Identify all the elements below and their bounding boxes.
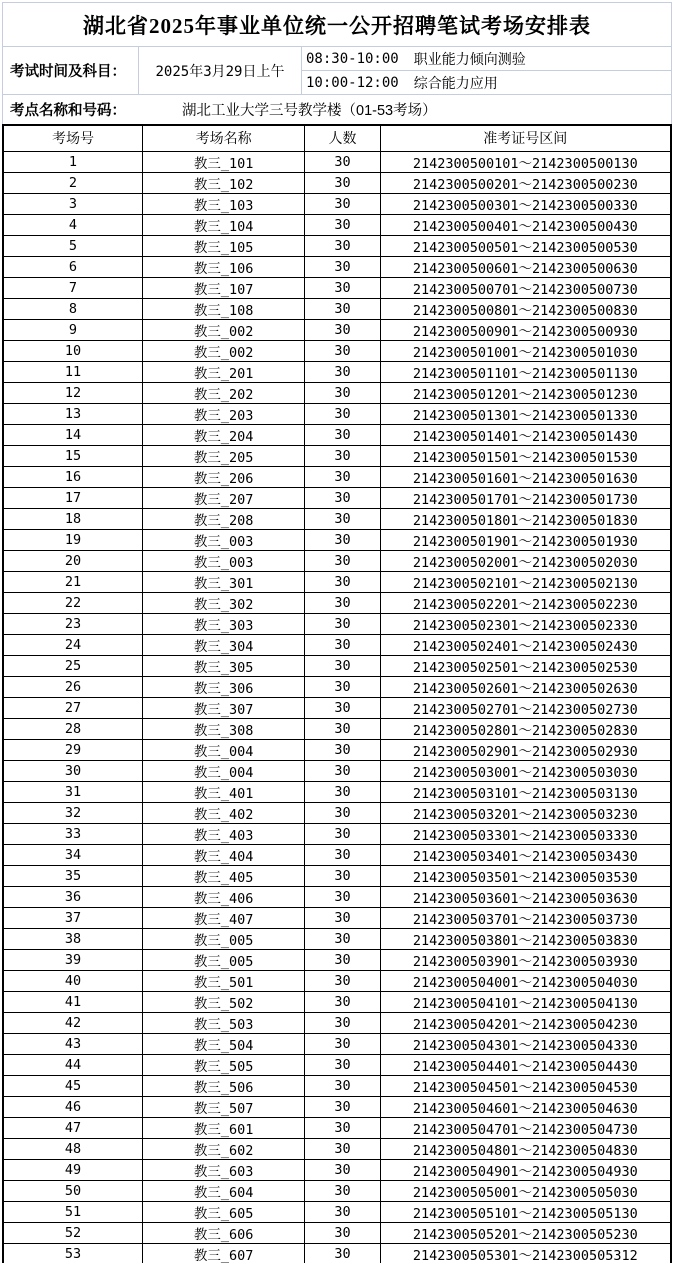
cell-headcount: 30 [305, 634, 380, 655]
table-row [3, 991, 671, 1012]
cell-ticket-range: 2142300502201～2142300502230 [380, 592, 671, 613]
table-row [3, 403, 671, 424]
session-list [302, 47, 671, 94]
table-row [3, 1117, 671, 1138]
cell-room-number: 39 [3, 949, 142, 970]
cell-room-number: 4 [3, 214, 142, 235]
cell-room-name: 教三_501 [142, 970, 304, 991]
cell-room-name: 教三_005 [142, 928, 304, 949]
table-row [3, 802, 671, 823]
session-1-subject: 职业能力倾向测验 [413, 51, 526, 68]
cell-ticket-range: 2142300503401～2142300503430 [380, 844, 671, 865]
cell-ticket-range: 2142300504601～2142300504630 [380, 1096, 671, 1117]
table-row [3, 361, 671, 382]
cell-room-number: 10 [3, 340, 142, 361]
cell-headcount: 30 [305, 424, 380, 445]
cell-headcount: 30 [305, 1012, 380, 1033]
cell-room-number: 47 [3, 1117, 142, 1138]
cell-ticket-range: 2142300501201～2142300501230 [380, 382, 671, 403]
cell-room-name: 教三_407 [142, 907, 304, 928]
cell-room-name: 教三_302 [142, 592, 304, 613]
cell-room-number: 7 [3, 277, 142, 298]
table-row [3, 1054, 671, 1075]
cell-room-name: 教三_604 [142, 1180, 304, 1201]
cell-headcount: 30 [305, 214, 380, 235]
cell-ticket-range: 2142300501501～2142300501530 [380, 445, 671, 466]
cell-ticket-range: 2142300504301～2142300504330 [380, 1033, 671, 1054]
cell-ticket-range: 2142300503201～2142300503230 [380, 802, 671, 823]
table-row [3, 634, 671, 655]
cell-headcount: 30 [305, 1222, 380, 1243]
cell-room-name: 教三_105 [142, 235, 304, 256]
table-row [3, 529, 671, 550]
table-row [3, 928, 671, 949]
cell-room-name: 教三_108 [142, 298, 304, 319]
table-row [3, 424, 671, 445]
cell-room-number: 53 [3, 1243, 142, 1263]
table-row [3, 445, 671, 466]
table-row [3, 907, 671, 928]
cell-headcount: 30 [305, 1054, 380, 1075]
table-row [3, 1180, 671, 1201]
cell-ticket-range: 2142300504701～2142300504730 [380, 1117, 671, 1138]
cell-room-number: 32 [3, 802, 142, 823]
cell-headcount: 30 [305, 991, 380, 1012]
col-header-ticket-range: 准考证号区间 [380, 125, 671, 151]
cell-ticket-range: 2142300504901～2142300504930 [380, 1159, 671, 1180]
cell-room-number: 48 [3, 1138, 142, 1159]
cell-room-number: 50 [3, 1180, 142, 1201]
cell-ticket-range: 2142300500901～2142300500930 [380, 319, 671, 340]
cell-room-name: 教三_002 [142, 340, 304, 361]
cell-headcount: 30 [305, 1075, 380, 1096]
cell-ticket-range: 2142300503101～2142300503130 [380, 781, 671, 802]
cell-room-number: 14 [3, 424, 142, 445]
cell-room-name: 教三_203 [142, 403, 304, 424]
cell-room-name: 教三_506 [142, 1075, 304, 1096]
cell-ticket-range: 2142300502901～2142300502930 [380, 739, 671, 760]
cell-room-number: 3 [3, 193, 142, 214]
cell-room-name: 教三_605 [142, 1201, 304, 1222]
table-row [3, 886, 671, 907]
table-row [3, 1096, 671, 1117]
table-row [3, 340, 671, 361]
table-row [3, 508, 671, 529]
table-row [3, 718, 671, 739]
info-section [2, 2, 672, 124]
table-row [3, 382, 671, 403]
table-row [3, 214, 671, 235]
cell-ticket-range: 2142300502101～2142300502130 [380, 571, 671, 592]
cell-headcount: 30 [305, 1033, 380, 1054]
table-row [3, 1075, 671, 1096]
venue-row [3, 95, 671, 124]
cell-room-name: 教三_307 [142, 697, 304, 718]
cell-headcount: 30 [305, 403, 380, 424]
cell-headcount: 30 [305, 277, 380, 298]
cell-ticket-range: 2142300501901～2142300501930 [380, 529, 671, 550]
cell-room-number: 51 [3, 1201, 142, 1222]
cell-room-number: 22 [3, 592, 142, 613]
table-row [3, 256, 671, 277]
cell-ticket-range: 2142300500201～2142300500230 [380, 172, 671, 193]
session-2-time: 10:00-12:00 [306, 74, 399, 91]
cell-room-name: 教三_206 [142, 466, 304, 487]
cell-headcount: 30 [305, 655, 380, 676]
table-header [3, 125, 671, 151]
table-row [3, 1138, 671, 1159]
table-row [3, 781, 671, 802]
cell-ticket-range: 2142300503901～2142300503930 [380, 949, 671, 970]
table-row [3, 151, 671, 172]
cell-room-name: 教三_504 [142, 1033, 304, 1054]
cell-ticket-range: 2142300505201～2142300505230 [380, 1222, 671, 1243]
cell-room-name: 教三_401 [142, 781, 304, 802]
cell-room-number: 35 [3, 865, 142, 886]
cell-room-number: 40 [3, 970, 142, 991]
venue-value: 湖北工业大学三号教学楼（01-53考场） [182, 103, 437, 119]
table-row [3, 487, 671, 508]
cell-room-name: 教三_607 [142, 1243, 304, 1263]
cell-ticket-range: 2142300503801～2142300503830 [380, 928, 671, 949]
venue-label: 考点名称和号码： [10, 103, 126, 119]
cell-headcount: 30 [305, 802, 380, 823]
cell-room-name: 教三_601 [142, 1117, 304, 1138]
cell-ticket-range: 2142300505101～2142300505130 [380, 1201, 671, 1222]
cell-room-number: 28 [3, 718, 142, 739]
cell-room-number: 6 [3, 256, 142, 277]
table-row [3, 970, 671, 991]
cell-room-name: 教三_405 [142, 865, 304, 886]
cell-headcount: 30 [305, 445, 380, 466]
cell-headcount: 30 [305, 1096, 380, 1117]
cell-room-number: 27 [3, 697, 142, 718]
table-row [3, 571, 671, 592]
cell-ticket-range: 2142300500601～2142300500630 [380, 256, 671, 277]
table-row [3, 676, 671, 697]
cell-ticket-range: 2142300500101～2142300500130 [380, 151, 671, 172]
cell-room-name: 教三_003 [142, 529, 304, 550]
cell-room-number: 19 [3, 529, 142, 550]
exam-rooms-table [2, 124, 672, 1263]
cell-ticket-range: 2142300504201～2142300504230 [380, 1012, 671, 1033]
cell-room-number: 18 [3, 508, 142, 529]
cell-room-number: 23 [3, 613, 142, 634]
table-row [3, 550, 671, 571]
cell-room-name: 教三_004 [142, 760, 304, 781]
cell-room-number: 34 [3, 844, 142, 865]
cell-headcount: 30 [305, 760, 380, 781]
cell-room-number: 41 [3, 991, 142, 1012]
cell-room-name: 教三_204 [142, 424, 304, 445]
cell-room-number: 45 [3, 1075, 142, 1096]
cell-room-name: 教三_502 [142, 991, 304, 1012]
cell-room-number: 5 [3, 235, 142, 256]
table-row [3, 949, 671, 970]
cell-room-number: 46 [3, 1096, 142, 1117]
table-row [3, 592, 671, 613]
cell-room-number: 8 [3, 298, 142, 319]
cell-room-number: 20 [3, 550, 142, 571]
session-2 [302, 70, 671, 94]
session-1 [302, 47, 671, 70]
cell-headcount: 30 [305, 550, 380, 571]
table-body [3, 151, 671, 1263]
cell-headcount: 30 [305, 571, 380, 592]
cell-headcount: 30 [305, 466, 380, 487]
exam-date: 2025年3月29日上午 [139, 47, 302, 94]
cell-ticket-range: 2142300500301～2142300500330 [380, 193, 671, 214]
cell-headcount: 30 [305, 928, 380, 949]
cell-headcount: 30 [305, 1243, 380, 1263]
cell-headcount: 30 [305, 592, 380, 613]
cell-headcount: 30 [305, 256, 380, 277]
cell-room-number: 15 [3, 445, 142, 466]
cell-ticket-range: 2142300500401～2142300500430 [380, 214, 671, 235]
cell-ticket-range: 2142300500801～2142300500830 [380, 298, 671, 319]
cell-headcount: 30 [305, 508, 380, 529]
col-header-room-name: 考场名称 [142, 125, 304, 151]
cell-room-name: 教三_104 [142, 214, 304, 235]
cell-room-name: 教三_303 [142, 613, 304, 634]
table-row [3, 466, 671, 487]
cell-ticket-range: 2142300501801～2142300501830 [380, 508, 671, 529]
cell-headcount: 30 [305, 151, 380, 172]
cell-ticket-range: 2142300501701～2142300501730 [380, 487, 671, 508]
cell-headcount: 30 [305, 361, 380, 382]
cell-room-name: 教三_005 [142, 949, 304, 970]
cell-ticket-range: 2142300503501～2142300503530 [380, 865, 671, 886]
cell-room-number: 2 [3, 172, 142, 193]
cell-room-name: 教三_308 [142, 718, 304, 739]
cell-room-name: 教三_305 [142, 655, 304, 676]
cell-room-number: 1 [3, 151, 142, 172]
cell-room-number: 49 [3, 1159, 142, 1180]
cell-room-number: 38 [3, 928, 142, 949]
cell-headcount: 30 [305, 1201, 380, 1222]
table-row [3, 235, 671, 256]
cell-headcount: 30 [305, 319, 380, 340]
cell-room-number: 31 [3, 781, 142, 802]
table-row [3, 865, 671, 886]
cell-headcount: 30 [305, 529, 380, 550]
cell-room-name: 教三_503 [142, 1012, 304, 1033]
cell-headcount: 30 [305, 1138, 380, 1159]
table-row [3, 193, 671, 214]
table-row [3, 739, 671, 760]
cell-ticket-range: 2142300503001～2142300503030 [380, 760, 671, 781]
cell-ticket-range: 2142300504501～2142300504530 [380, 1075, 671, 1096]
cell-headcount: 30 [305, 1117, 380, 1138]
cell-ticket-range: 2142300504101～2142300504130 [380, 991, 671, 1012]
cell-room-number: 21 [3, 571, 142, 592]
cell-room-name: 教三_103 [142, 193, 304, 214]
cell-headcount: 30 [305, 865, 380, 886]
cell-room-number: 30 [3, 760, 142, 781]
cell-ticket-range: 2142300502501～2142300502530 [380, 655, 671, 676]
cell-room-number: 12 [3, 382, 142, 403]
cell-headcount: 30 [305, 1180, 380, 1201]
cell-headcount: 30 [305, 382, 380, 403]
table-row [3, 298, 671, 319]
cell-ticket-range: 2142300502001～2142300502030 [380, 550, 671, 571]
cell-ticket-range: 2142300502601～2142300502630 [380, 676, 671, 697]
cell-headcount: 30 [305, 676, 380, 697]
cell-ticket-range: 2142300504001～2142300504030 [380, 970, 671, 991]
cell-room-name: 教三_106 [142, 256, 304, 277]
cell-ticket-range: 2142300500501～2142300500530 [380, 235, 671, 256]
table-row [3, 1201, 671, 1222]
cell-headcount: 30 [305, 886, 380, 907]
cell-room-number: 24 [3, 634, 142, 655]
cell-headcount: 30 [305, 193, 380, 214]
table-row [3, 613, 671, 634]
cell-room-name: 教三_201 [142, 361, 304, 382]
cell-room-name: 教三_603 [142, 1159, 304, 1180]
cell-headcount: 30 [305, 697, 380, 718]
cell-room-name: 教三_306 [142, 676, 304, 697]
cell-room-number: 36 [3, 886, 142, 907]
cell-ticket-range: 2142300503301～2142300503330 [380, 823, 671, 844]
cell-headcount: 30 [305, 487, 380, 508]
cell-headcount: 30 [305, 298, 380, 319]
cell-ticket-range: 2142300502801～2142300502830 [380, 718, 671, 739]
table-row [3, 697, 671, 718]
cell-ticket-range: 2142300502701～2142300502730 [380, 697, 671, 718]
cell-room-name: 教三_304 [142, 634, 304, 655]
cell-room-name: 教三_205 [142, 445, 304, 466]
cell-room-number: 33 [3, 823, 142, 844]
cell-ticket-range: 2142300500701～2142300500730 [380, 277, 671, 298]
cell-room-number: 43 [3, 1033, 142, 1054]
table-row [3, 844, 671, 865]
table-row [3, 823, 671, 844]
cell-room-name: 教三_004 [142, 739, 304, 760]
cell-headcount: 30 [305, 781, 380, 802]
cell-room-number: 11 [3, 361, 142, 382]
session-1-time: 08:30-10:00 [306, 50, 399, 67]
cell-ticket-range: 2142300501601～2142300501630 [380, 466, 671, 487]
cell-room-number: 9 [3, 319, 142, 340]
cell-room-name: 教三_003 [142, 550, 304, 571]
cell-room-number: 25 [3, 655, 142, 676]
cell-headcount: 30 [305, 739, 380, 760]
col-header-headcount: 人数 [305, 125, 380, 151]
cell-room-name: 教三_505 [142, 1054, 304, 1075]
cell-ticket-range: 2142300501401～2142300501430 [380, 424, 671, 445]
table-row [3, 1012, 671, 1033]
table-row [3, 655, 671, 676]
cell-room-name: 教三_403 [142, 823, 304, 844]
cell-room-number: 26 [3, 676, 142, 697]
cell-room-name: 教三_301 [142, 571, 304, 592]
cell-room-name: 教三_101 [142, 151, 304, 172]
col-header-room-number: 考场号 [3, 125, 142, 151]
cell-room-name: 教三_402 [142, 802, 304, 823]
cell-room-number: 37 [3, 907, 142, 928]
cell-headcount: 30 [305, 949, 380, 970]
cell-room-name: 教三_208 [142, 508, 304, 529]
cell-headcount: 30 [305, 718, 380, 739]
cell-room-number: 16 [3, 466, 142, 487]
cell-headcount: 30 [305, 823, 380, 844]
cell-headcount: 30 [305, 907, 380, 928]
cell-headcount: 30 [305, 613, 380, 634]
table-row [3, 1222, 671, 1243]
cell-headcount: 30 [305, 1159, 380, 1180]
cell-ticket-range: 2142300505301～2142300505312 [380, 1243, 671, 1263]
cell-room-name: 教三_207 [142, 487, 304, 508]
cell-room-name: 教三_102 [142, 172, 304, 193]
cell-headcount: 30 [305, 172, 380, 193]
cell-room-number: 17 [3, 487, 142, 508]
page-title: 湖北省2025年事业单位统一公开招聘笔试考场安排表 [3, 3, 671, 47]
table-row [3, 1243, 671, 1263]
cell-ticket-range: 2142300503701～2142300503730 [380, 907, 671, 928]
exam-time-row [3, 47, 671, 95]
cell-ticket-range: 2142300501001～2142300501030 [380, 340, 671, 361]
cell-room-number: 52 [3, 1222, 142, 1243]
cell-room-number: 44 [3, 1054, 142, 1075]
cell-ticket-range: 2142300504401～2142300504430 [380, 1054, 671, 1075]
cell-room-number: 29 [3, 739, 142, 760]
cell-ticket-range: 2142300502301～2142300502330 [380, 613, 671, 634]
cell-ticket-range: 2142300504801～2142300504830 [380, 1138, 671, 1159]
exam-time-label: 考试时间及科目： [3, 47, 139, 94]
cell-room-name: 教三_107 [142, 277, 304, 298]
table-row [3, 1159, 671, 1180]
table-row [3, 760, 671, 781]
cell-headcount: 30 [305, 235, 380, 256]
cell-room-number: 13 [3, 403, 142, 424]
cell-headcount: 30 [305, 844, 380, 865]
cell-headcount: 30 [305, 970, 380, 991]
cell-room-name: 教三_406 [142, 886, 304, 907]
cell-ticket-range: 2142300502401～2142300502430 [380, 634, 671, 655]
table-row [3, 277, 671, 298]
cell-room-number: 42 [3, 1012, 142, 1033]
cell-room-name: 教三_404 [142, 844, 304, 865]
cell-headcount: 30 [305, 340, 380, 361]
cell-ticket-range: 2142300503601～2142300503630 [380, 886, 671, 907]
session-2-subject: 综合能力应用 [413, 75, 498, 92]
cell-ticket-range: 2142300501301～2142300501330 [380, 403, 671, 424]
table-row [3, 1033, 671, 1054]
table-row [3, 319, 671, 340]
cell-room-name: 教三_202 [142, 382, 304, 403]
cell-ticket-range: 2142300501101～2142300501130 [380, 361, 671, 382]
cell-ticket-range: 2142300505001～2142300505030 [380, 1180, 671, 1201]
cell-room-name: 教三_602 [142, 1138, 304, 1159]
table-row [3, 172, 671, 193]
cell-room-name: 教三_002 [142, 319, 304, 340]
cell-room-name: 教三_606 [142, 1222, 304, 1243]
cell-room-name: 教三_507 [142, 1096, 304, 1117]
